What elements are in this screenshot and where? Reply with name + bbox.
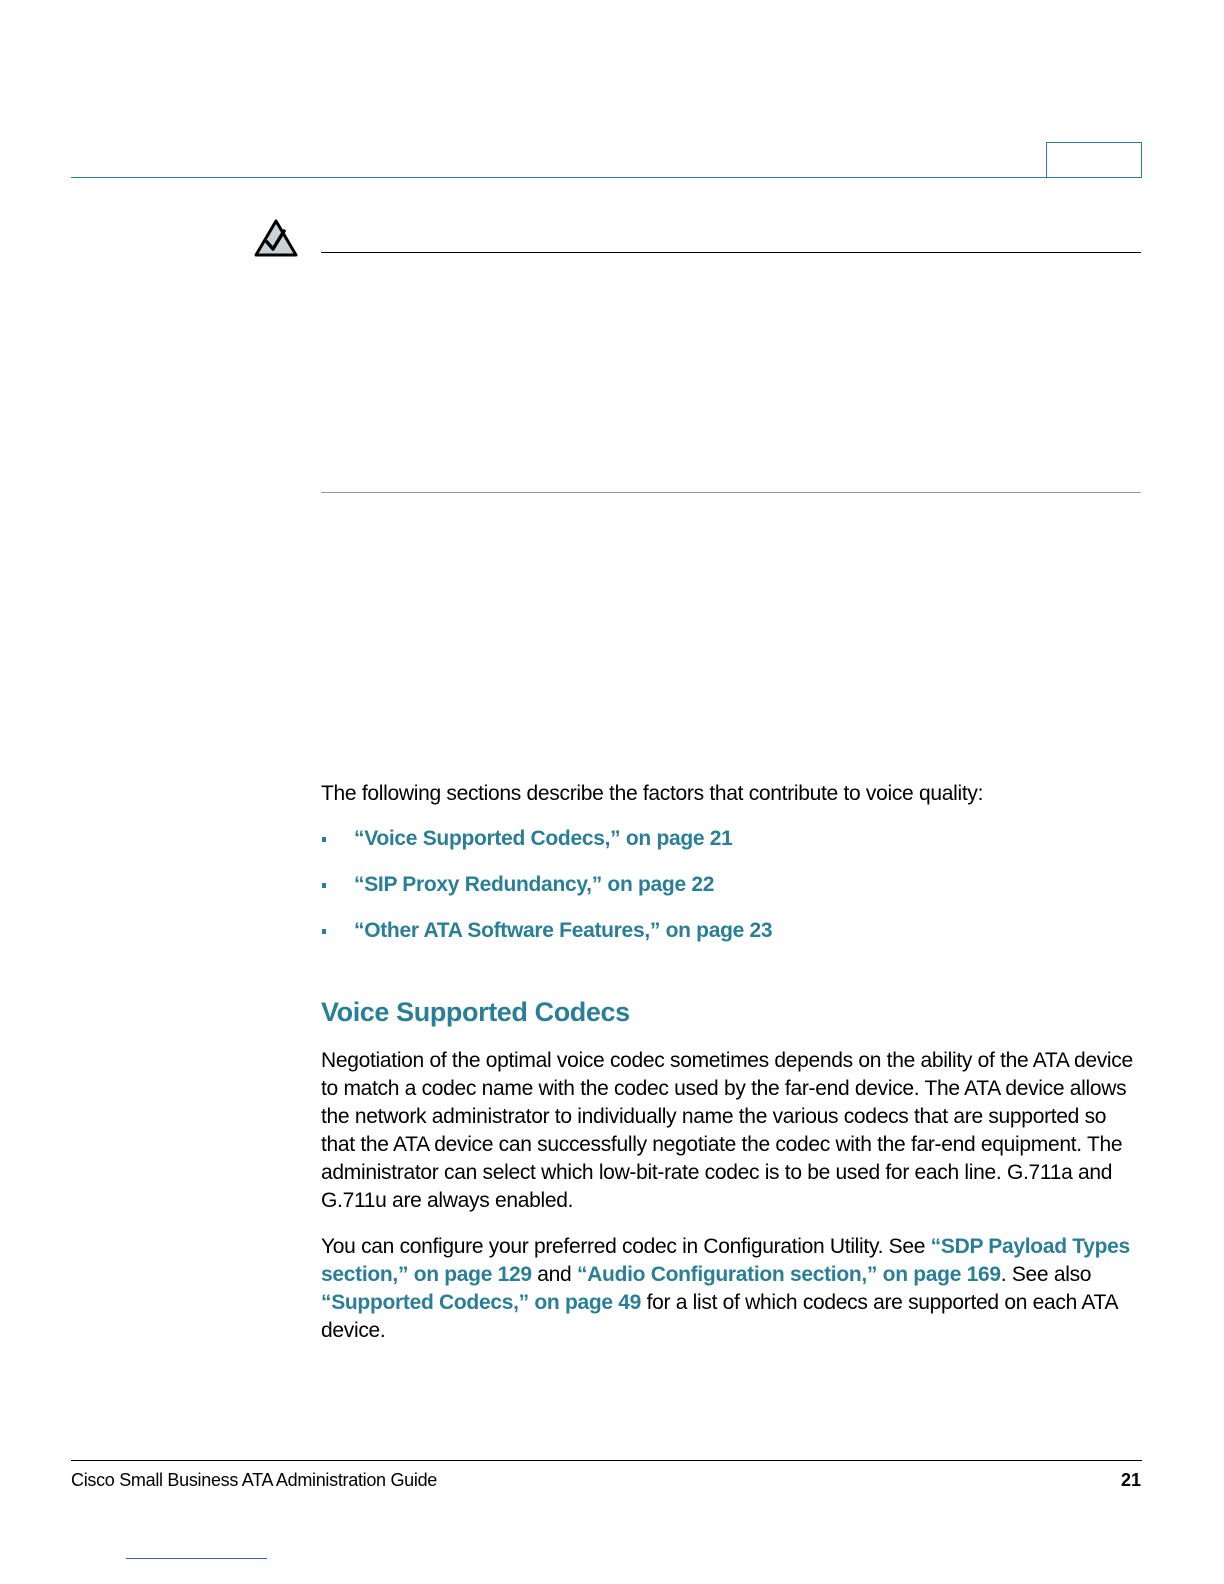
paragraph-text: and [531, 1263, 577, 1286]
link-audio-configuration[interactable]: “Audio Configuration section,” on page 169 [576, 1263, 1001, 1286]
bullet-icon [322, 837, 326, 842]
list-item [321, 917, 1143, 945]
link-sdp-payload-types[interactable]: “SDP Payload Types section,” on page 129 [321, 1235, 1130, 1286]
list-item [321, 871, 1143, 899]
footer-rule [71, 1460, 1142, 1461]
bullet-icon [322, 883, 326, 888]
list-item [321, 825, 1143, 853]
section-link-list [321, 825, 1143, 945]
main-content [321, 780, 1143, 1345]
body-paragraph-2 [321, 1233, 1143, 1345]
section-heading: Voice Supported Codecs [321, 997, 630, 1027]
page-number: 21 [1120, 1470, 1141, 1490]
paragraph-text: . See also [1000, 1263, 1092, 1286]
body-paragraph-1: Negotiation of the optimal voice codec sometimes depends on the ability of the ATA device to match a codec name with the codec used by the far-end device. The ATA device allows the network administrator to individually name the various codecs that are supported so that the ATA device can successfully negotiate the codec with the far-end equipment. The administrator can select which low-bit-rate codec is to be used for each line. G.711a and G.711u are always enabled. [321, 1049, 1133, 1212]
bottom-rule-mark [126, 1558, 267, 1559]
bullet-icon [322, 929, 326, 934]
note-rule-bottom [321, 492, 1141, 493]
link-sip-proxy-redundancy[interactable]: “SIP Proxy Redundancy,” on page 22 [354, 873, 715, 896]
header-rule [71, 177, 1142, 178]
link-voice-supported-codecs[interactable]: “Voice Supported Codecs,” on page 21 [354, 827, 733, 850]
link-other-ata-software-features[interactable]: “Other ATA Software Features,” on page 23 [354, 919, 773, 942]
intro-text: The following sections describe the factors that contribute to voice quality: [321, 782, 984, 805]
link-supported-codecs[interactable]: “Supported Codecs,” on page 49 [321, 1291, 642, 1314]
note-rule-top [321, 252, 1141, 253]
paragraph-text: You can configure your preferred codec in Configuration Utility. See [321, 1235, 931, 1258]
note-checkmark-icon [253, 218, 299, 258]
footer-title: Cisco Small Business ATA Administration Guide [71, 1470, 437, 1490]
paragraph-text: for a list of which codecs are supported on each ATA device. [321, 1291, 1117, 1342]
chapter-tab [1046, 142, 1142, 177]
